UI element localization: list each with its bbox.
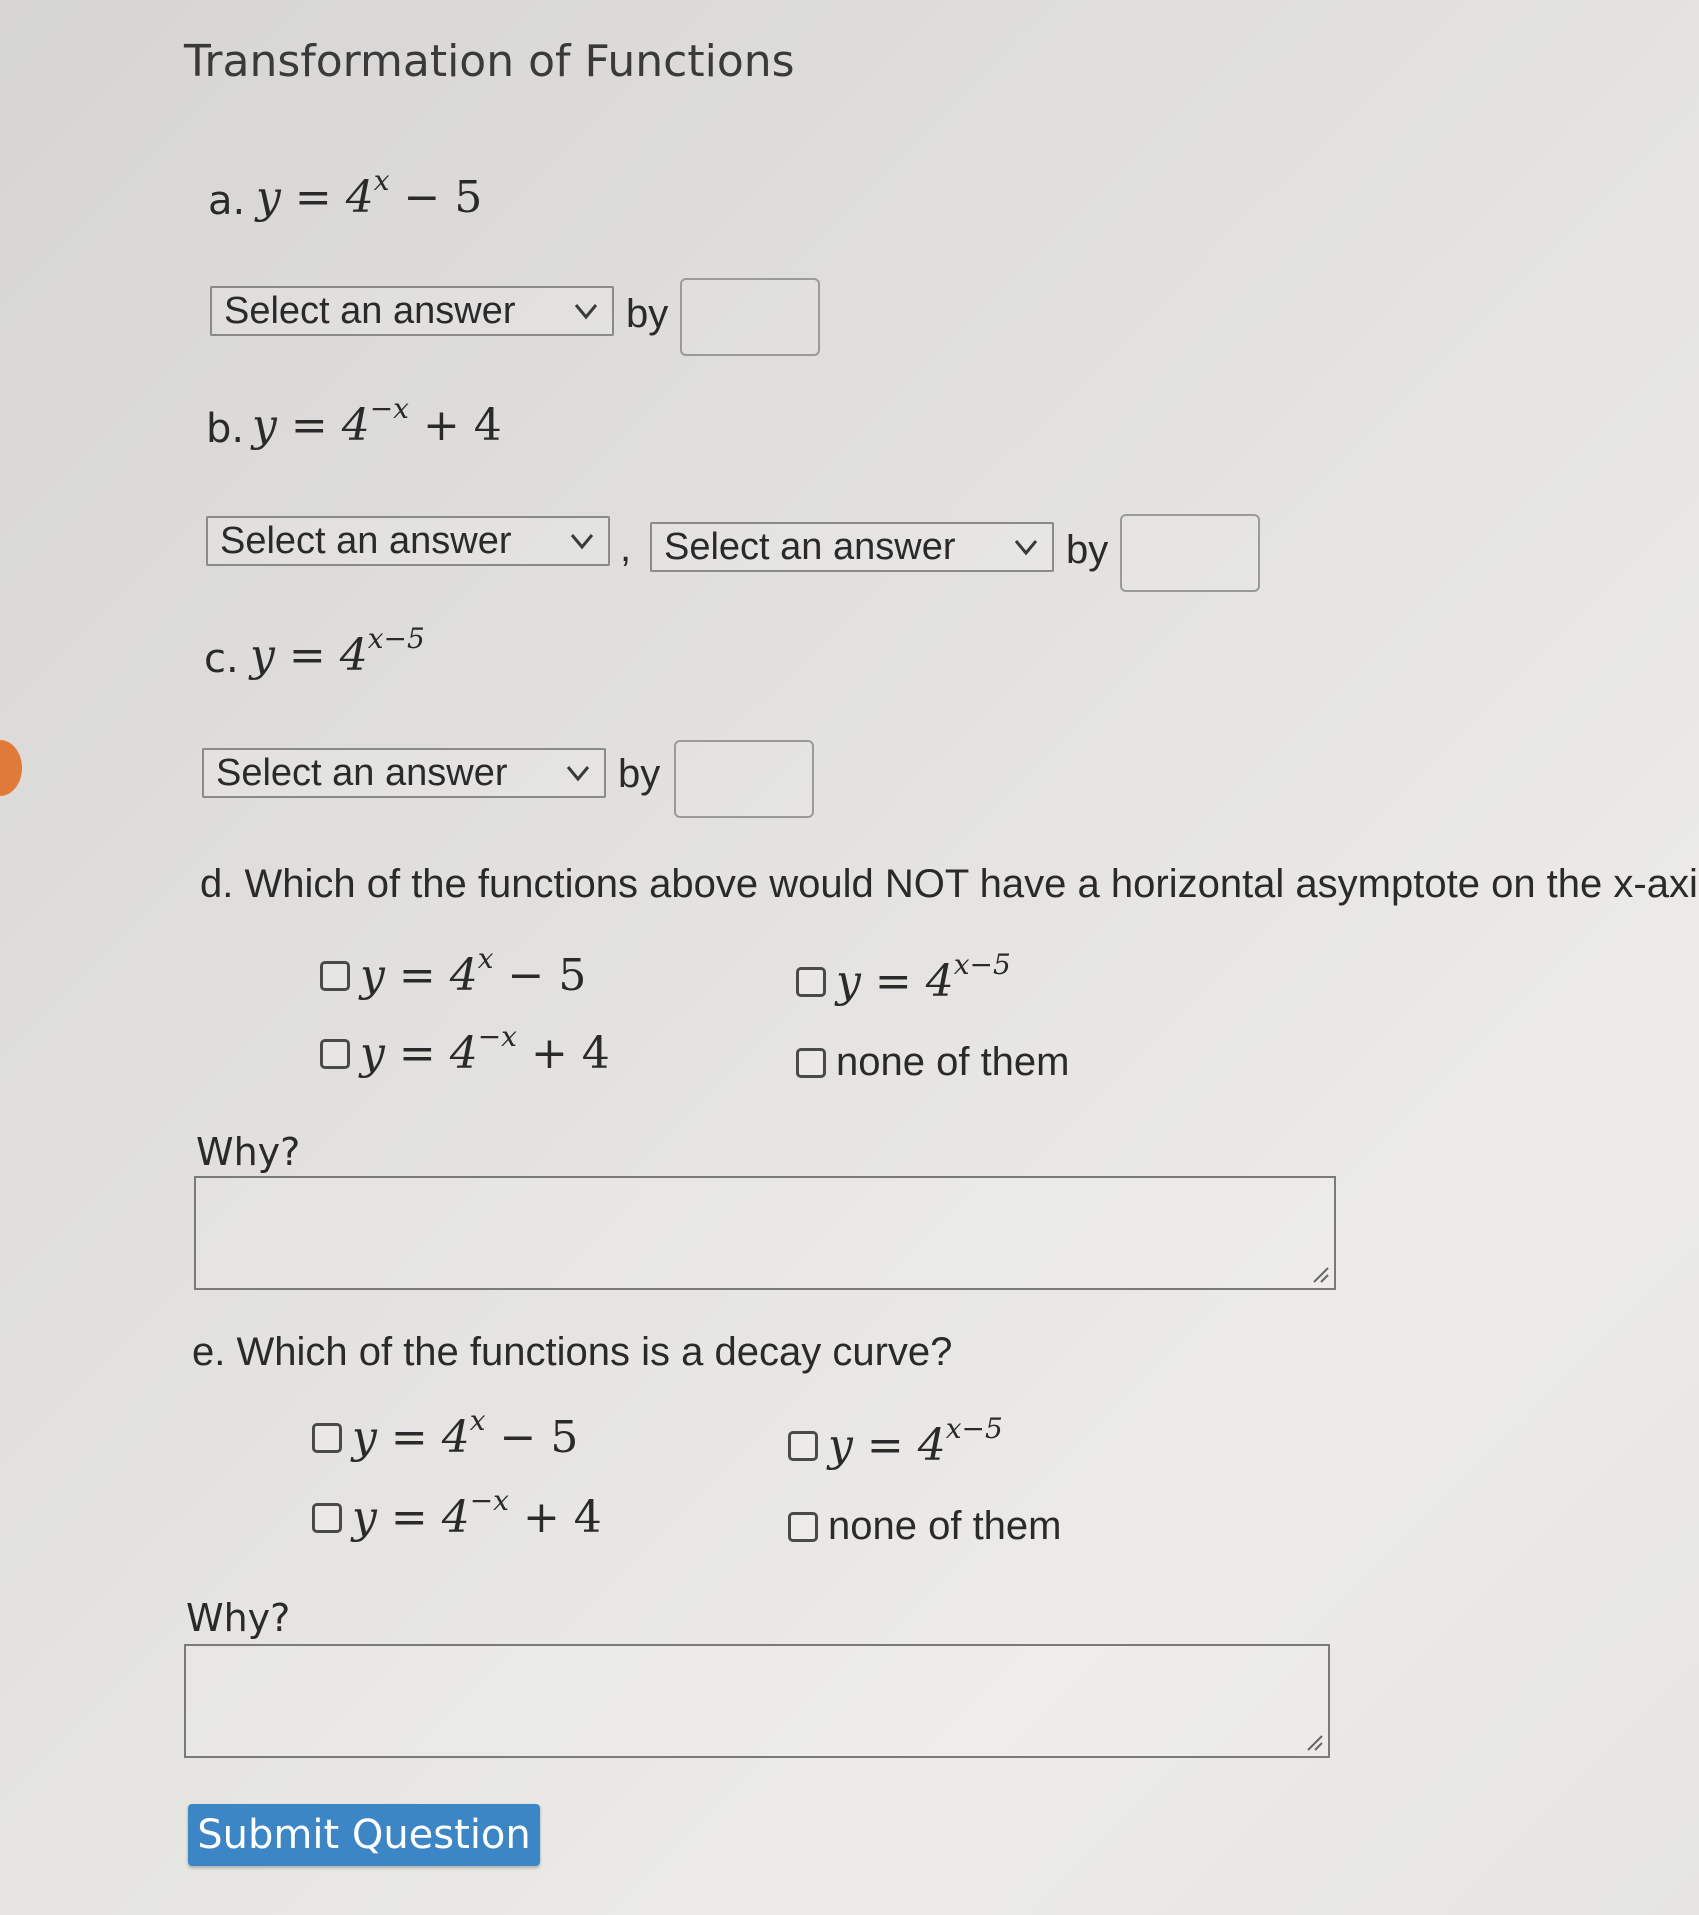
part-b-amount-input[interactable] <box>1120 514 1260 592</box>
part-c-transformation-select[interactable]: Select an answer <box>202 748 606 798</box>
part-c-amount-input[interactable] <box>674 740 814 818</box>
part-b-transformation-select-1[interactable]: Select an answer <box>206 516 610 566</box>
checkbox[interactable] <box>320 961 350 991</box>
checkbox[interactable] <box>796 1048 826 1078</box>
part-a-amount-input[interactable] <box>680 278 820 356</box>
part-a-equation: $y = 4^x - 5$ <box>256 164 483 223</box>
checkbox[interactable] <box>788 1431 818 1461</box>
checkbox[interactable] <box>788 1512 818 1542</box>
chevron-down-icon <box>562 521 602 561</box>
part-a-label: a. <box>208 178 246 224</box>
part-e-option-2[interactable]: $y = 4^{x-5}$ <box>788 1420 1003 1471</box>
part-d-option-4[interactable]: none of them <box>796 1040 1070 1085</box>
checkbox[interactable] <box>320 1039 350 1069</box>
part-d-question: d. Which of the functions above would NOT have a horizontal asymptote on the x-axi <box>200 862 1698 906</box>
part-e-option-4[interactable]: none of them <box>788 1504 1062 1549</box>
part-d-why-label: Why? <box>196 1130 301 1174</box>
chevron-down-icon <box>566 291 606 331</box>
part-e-why-textarea[interactable] <box>184 1644 1330 1758</box>
part-c-equation: $y = 4^{x-5}$ <box>250 622 425 681</box>
part-e-option-3[interactable]: $y = 4^{-x} + 4$ <box>312 1492 602 1543</box>
part-c-by-label: by <box>618 752 661 796</box>
part-e-option-1[interactable]: $y = 4^x - 5$ <box>312 1412 578 1463</box>
checkbox[interactable] <box>796 967 826 997</box>
part-b-equation: $y = 4^{-x} + 4$ <box>252 392 502 451</box>
resize-handle-icon[interactable] <box>1308 1262 1330 1284</box>
resize-handle-icon[interactable] <box>1302 1730 1324 1752</box>
chevron-down-icon <box>558 753 598 793</box>
part-d-option-3[interactable]: $y = 4^{-x} + 4$ <box>320 1028 610 1079</box>
checkbox[interactable] <box>312 1503 342 1533</box>
part-d-option-2[interactable]: $y = 4^{x-5}$ <box>796 956 1011 1007</box>
submit-question-button[interactable]: Submit Question <box>188 1804 540 1866</box>
checkbox[interactable] <box>312 1423 342 1453</box>
part-e-question: e. Which of the functions is a decay curve? <box>192 1330 953 1374</box>
part-b-transformation-select-2[interactable]: Select an answer <box>650 522 1054 572</box>
part-b-comma: , <box>620 526 632 570</box>
page-title: Transformation of Functions <box>184 36 795 87</box>
part-b-label: b. <box>206 406 245 452</box>
part-c-label: c. <box>204 636 239 682</box>
part-a-transformation-select[interactable]: Select an answer <box>210 286 614 336</box>
chevron-down-icon <box>1006 527 1046 567</box>
part-b-by-label: by <box>1066 528 1109 572</box>
part-d-option-1[interactable]: $y = 4^x - 5$ <box>320 950 586 1001</box>
notification-dot <box>0 740 22 796</box>
part-d-why-textarea[interactable] <box>194 1176 1336 1290</box>
part-a-by-label: by <box>626 292 669 336</box>
part-e-why-label: Why? <box>186 1596 291 1640</box>
